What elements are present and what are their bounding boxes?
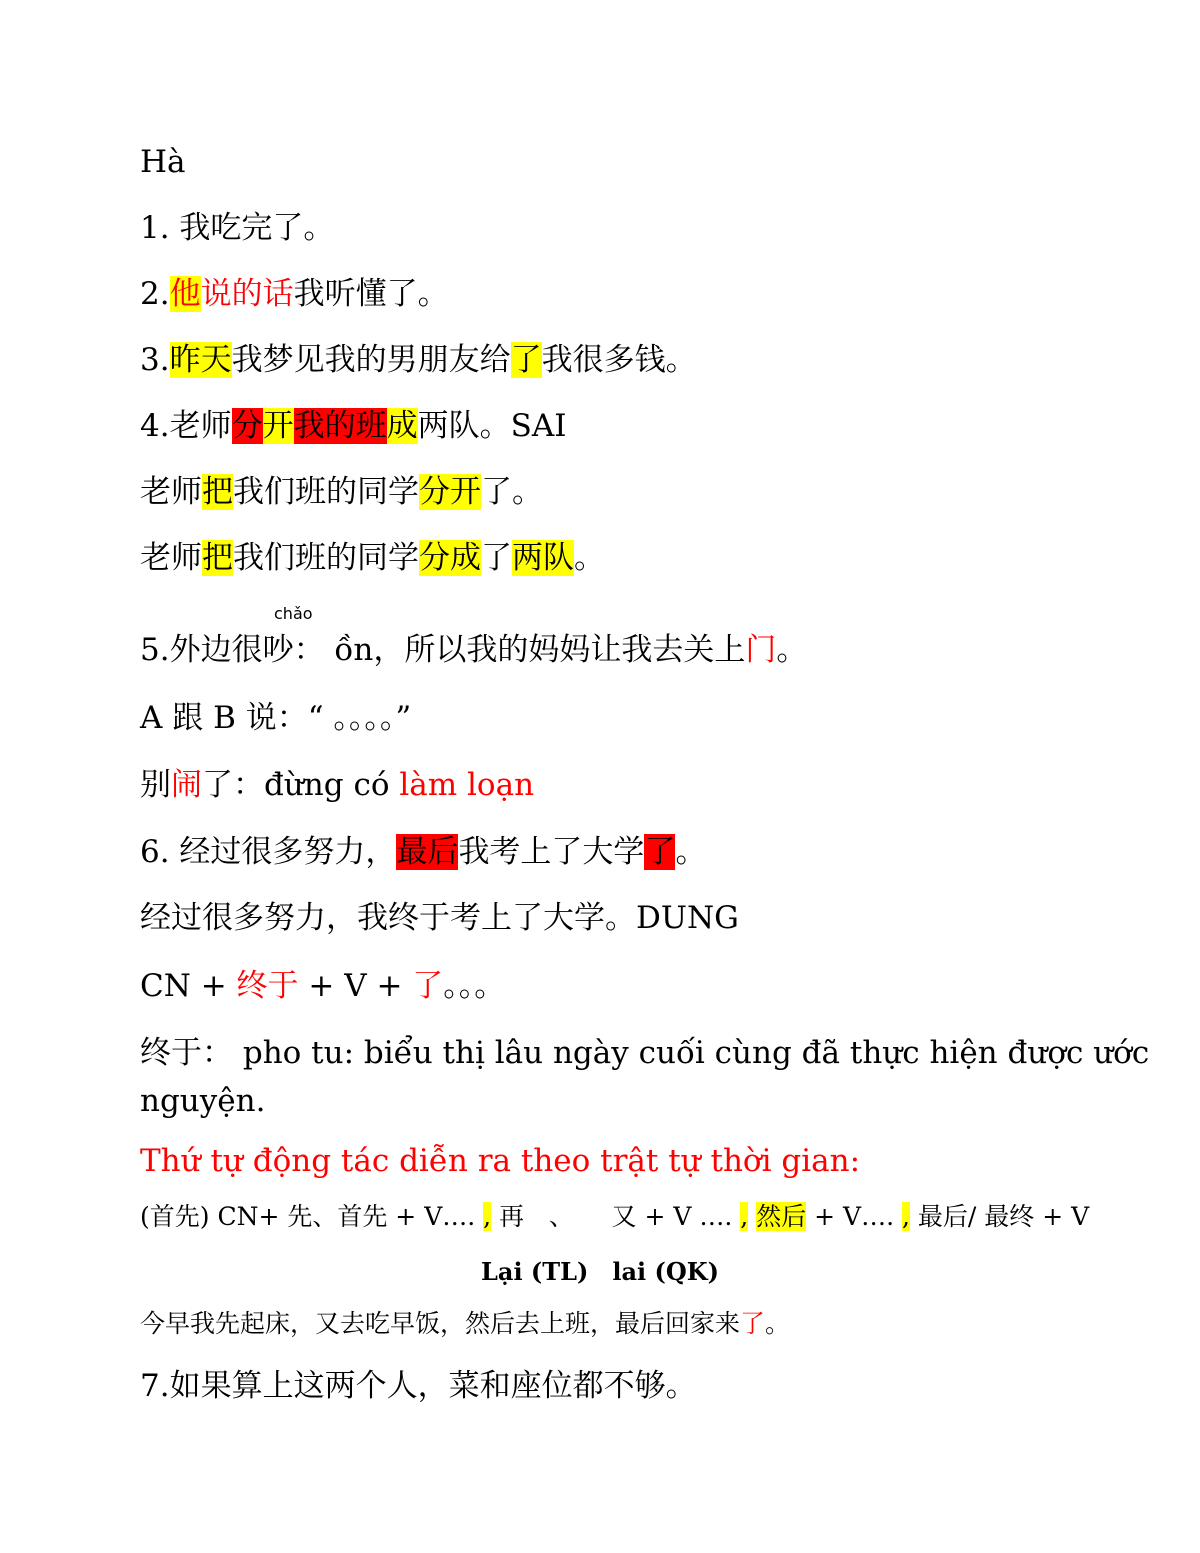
text: (首先) CN+ 先、首先 + V…. bbox=[140, 1202, 484, 1231]
zhongyu-definition bbox=[140, 1033, 1149, 1073]
red-lam-loan: làm loạn bbox=[399, 767, 535, 803]
red-le: 了 bbox=[740, 1309, 766, 1338]
lai-note: Lại (TL) lai (QK) bbox=[481, 1257, 719, 1286]
bie-nao-line bbox=[140, 765, 534, 805]
text: 5.外边很吵： bbox=[140, 632, 325, 668]
text: 。 bbox=[574, 540, 605, 576]
highlight-zuotian: 昨天 bbox=[169, 342, 232, 378]
text: 了。 bbox=[481, 474, 543, 510]
highlight-ta: 他 bbox=[169, 276, 201, 312]
text: 6. 经过很多努力， bbox=[140, 834, 397, 870]
highlight-ba: 把 bbox=[202, 540, 233, 576]
text: 我们班的同学 bbox=[233, 474, 419, 510]
red-highlight-fen: 分 bbox=[231, 408, 263, 444]
highlight-fencheng: 分成 bbox=[419, 540, 481, 576]
sentence-2 bbox=[140, 274, 449, 314]
highlight-ba: 把 bbox=[202, 474, 233, 510]
sentence-2-number: 2. bbox=[140, 276, 170, 312]
text: 老师 bbox=[140, 540, 202, 576]
text: 。 bbox=[675, 834, 707, 870]
highlight-comma-2: , bbox=[740, 1202, 749, 1231]
pinyin-annotation: chǎo bbox=[274, 604, 313, 623]
text: CN + bbox=[140, 968, 237, 1004]
text: 了：đừng có bbox=[202, 767, 400, 803]
red-highlight-wodeban: 我的班 bbox=[293, 408, 387, 444]
text: 。。。 bbox=[443, 968, 506, 1004]
highlight-cheng: 成 bbox=[386, 408, 418, 444]
text: ồn，所以我的妈妈让我去关上 bbox=[324, 632, 746, 668]
highlight-fenkai: 分开 bbox=[419, 474, 481, 510]
sentence-3 bbox=[140, 340, 697, 380]
text: 了 bbox=[481, 540, 512, 576]
highlight-comma-1: , bbox=[483, 1202, 492, 1231]
sentence-7: 7.如果算上这两个人，菜和座位都不够。 bbox=[140, 1368, 697, 1404]
zhongyu-definition-cont: nguyện. bbox=[140, 1083, 266, 1119]
highlight-liangdui: 两队 bbox=[512, 540, 574, 576]
sentence-4-rest: 两队。SAI bbox=[417, 408, 567, 444]
text: + V + bbox=[298, 968, 413, 1004]
text: 老师 bbox=[140, 474, 202, 510]
sentence-4-correction-1 bbox=[140, 472, 543, 512]
sentence-3-number: 3. bbox=[140, 342, 170, 378]
text: 今早我先起床，又去吃早饭，然后去上班，最后回家来 bbox=[140, 1309, 741, 1338]
sentence-3-mid: 我梦见我的男朋友给 bbox=[231, 342, 511, 378]
red-dehua: 的话 bbox=[231, 276, 294, 312]
text: 终于： bbox=[140, 1035, 243, 1071]
sentence-4-start: 4.老师 bbox=[140, 408, 232, 444]
text: 最后/ 最终 + V bbox=[909, 1202, 1090, 1231]
sentence-1: 1. 我吃完了。 bbox=[140, 210, 335, 246]
quote-line: A 跟 B 说：“ 。。。。” bbox=[140, 700, 412, 736]
sentence-6-correct: 经过很多努力，我终于考上了大学。DUNG bbox=[140, 900, 739, 936]
text bbox=[748, 1202, 756, 1231]
red-le: 了 bbox=[412, 968, 444, 1004]
sentence-2-rest: 我听懂了。 bbox=[293, 276, 449, 312]
highlight-le: 了 bbox=[510, 342, 542, 378]
sentence-6 bbox=[140, 832, 706, 872]
highlight-ranhou: 然后 bbox=[756, 1202, 807, 1231]
grammar-formula bbox=[140, 966, 505, 1006]
highlight-comma-3: , bbox=[902, 1202, 910, 1231]
red-shuo: 说 bbox=[200, 276, 232, 312]
text: 。 bbox=[765, 1309, 791, 1338]
sequence-heading: Thứ tự động tác diễn ra theo trật tự thời gian: bbox=[140, 1143, 861, 1179]
red-highlight-le: 了 bbox=[644, 834, 676, 870]
sequence-example bbox=[140, 1307, 790, 1341]
highlight-kai: 开 bbox=[262, 408, 294, 444]
red-men: 门 bbox=[745, 632, 777, 668]
sentence-5 bbox=[140, 630, 807, 670]
text: 我考上了大学 bbox=[458, 834, 645, 870]
red-nao: 闹 bbox=[171, 767, 202, 803]
text: pho tu: biểu thị lâu ngày cuối cùng đã thực hiện được ước bbox=[242, 1035, 1150, 1071]
text: 。 bbox=[776, 632, 808, 668]
text: 别 bbox=[140, 767, 171, 803]
sentence-4 bbox=[140, 406, 566, 446]
text: 我们班的同学 bbox=[233, 540, 419, 576]
red-zhongyu: 终于 bbox=[236, 968, 299, 1004]
sentence-3-rest: 我很多钱。 bbox=[541, 342, 697, 378]
text: + V…. bbox=[806, 1202, 902, 1231]
sentence-4-correction-2 bbox=[140, 538, 605, 578]
red-highlight-zuihou: 最后 bbox=[396, 834, 459, 870]
text: 再 、 又 + V …. bbox=[491, 1202, 741, 1231]
author-name: Hà bbox=[140, 144, 186, 180]
sequence-pattern bbox=[140, 1200, 1089, 1234]
